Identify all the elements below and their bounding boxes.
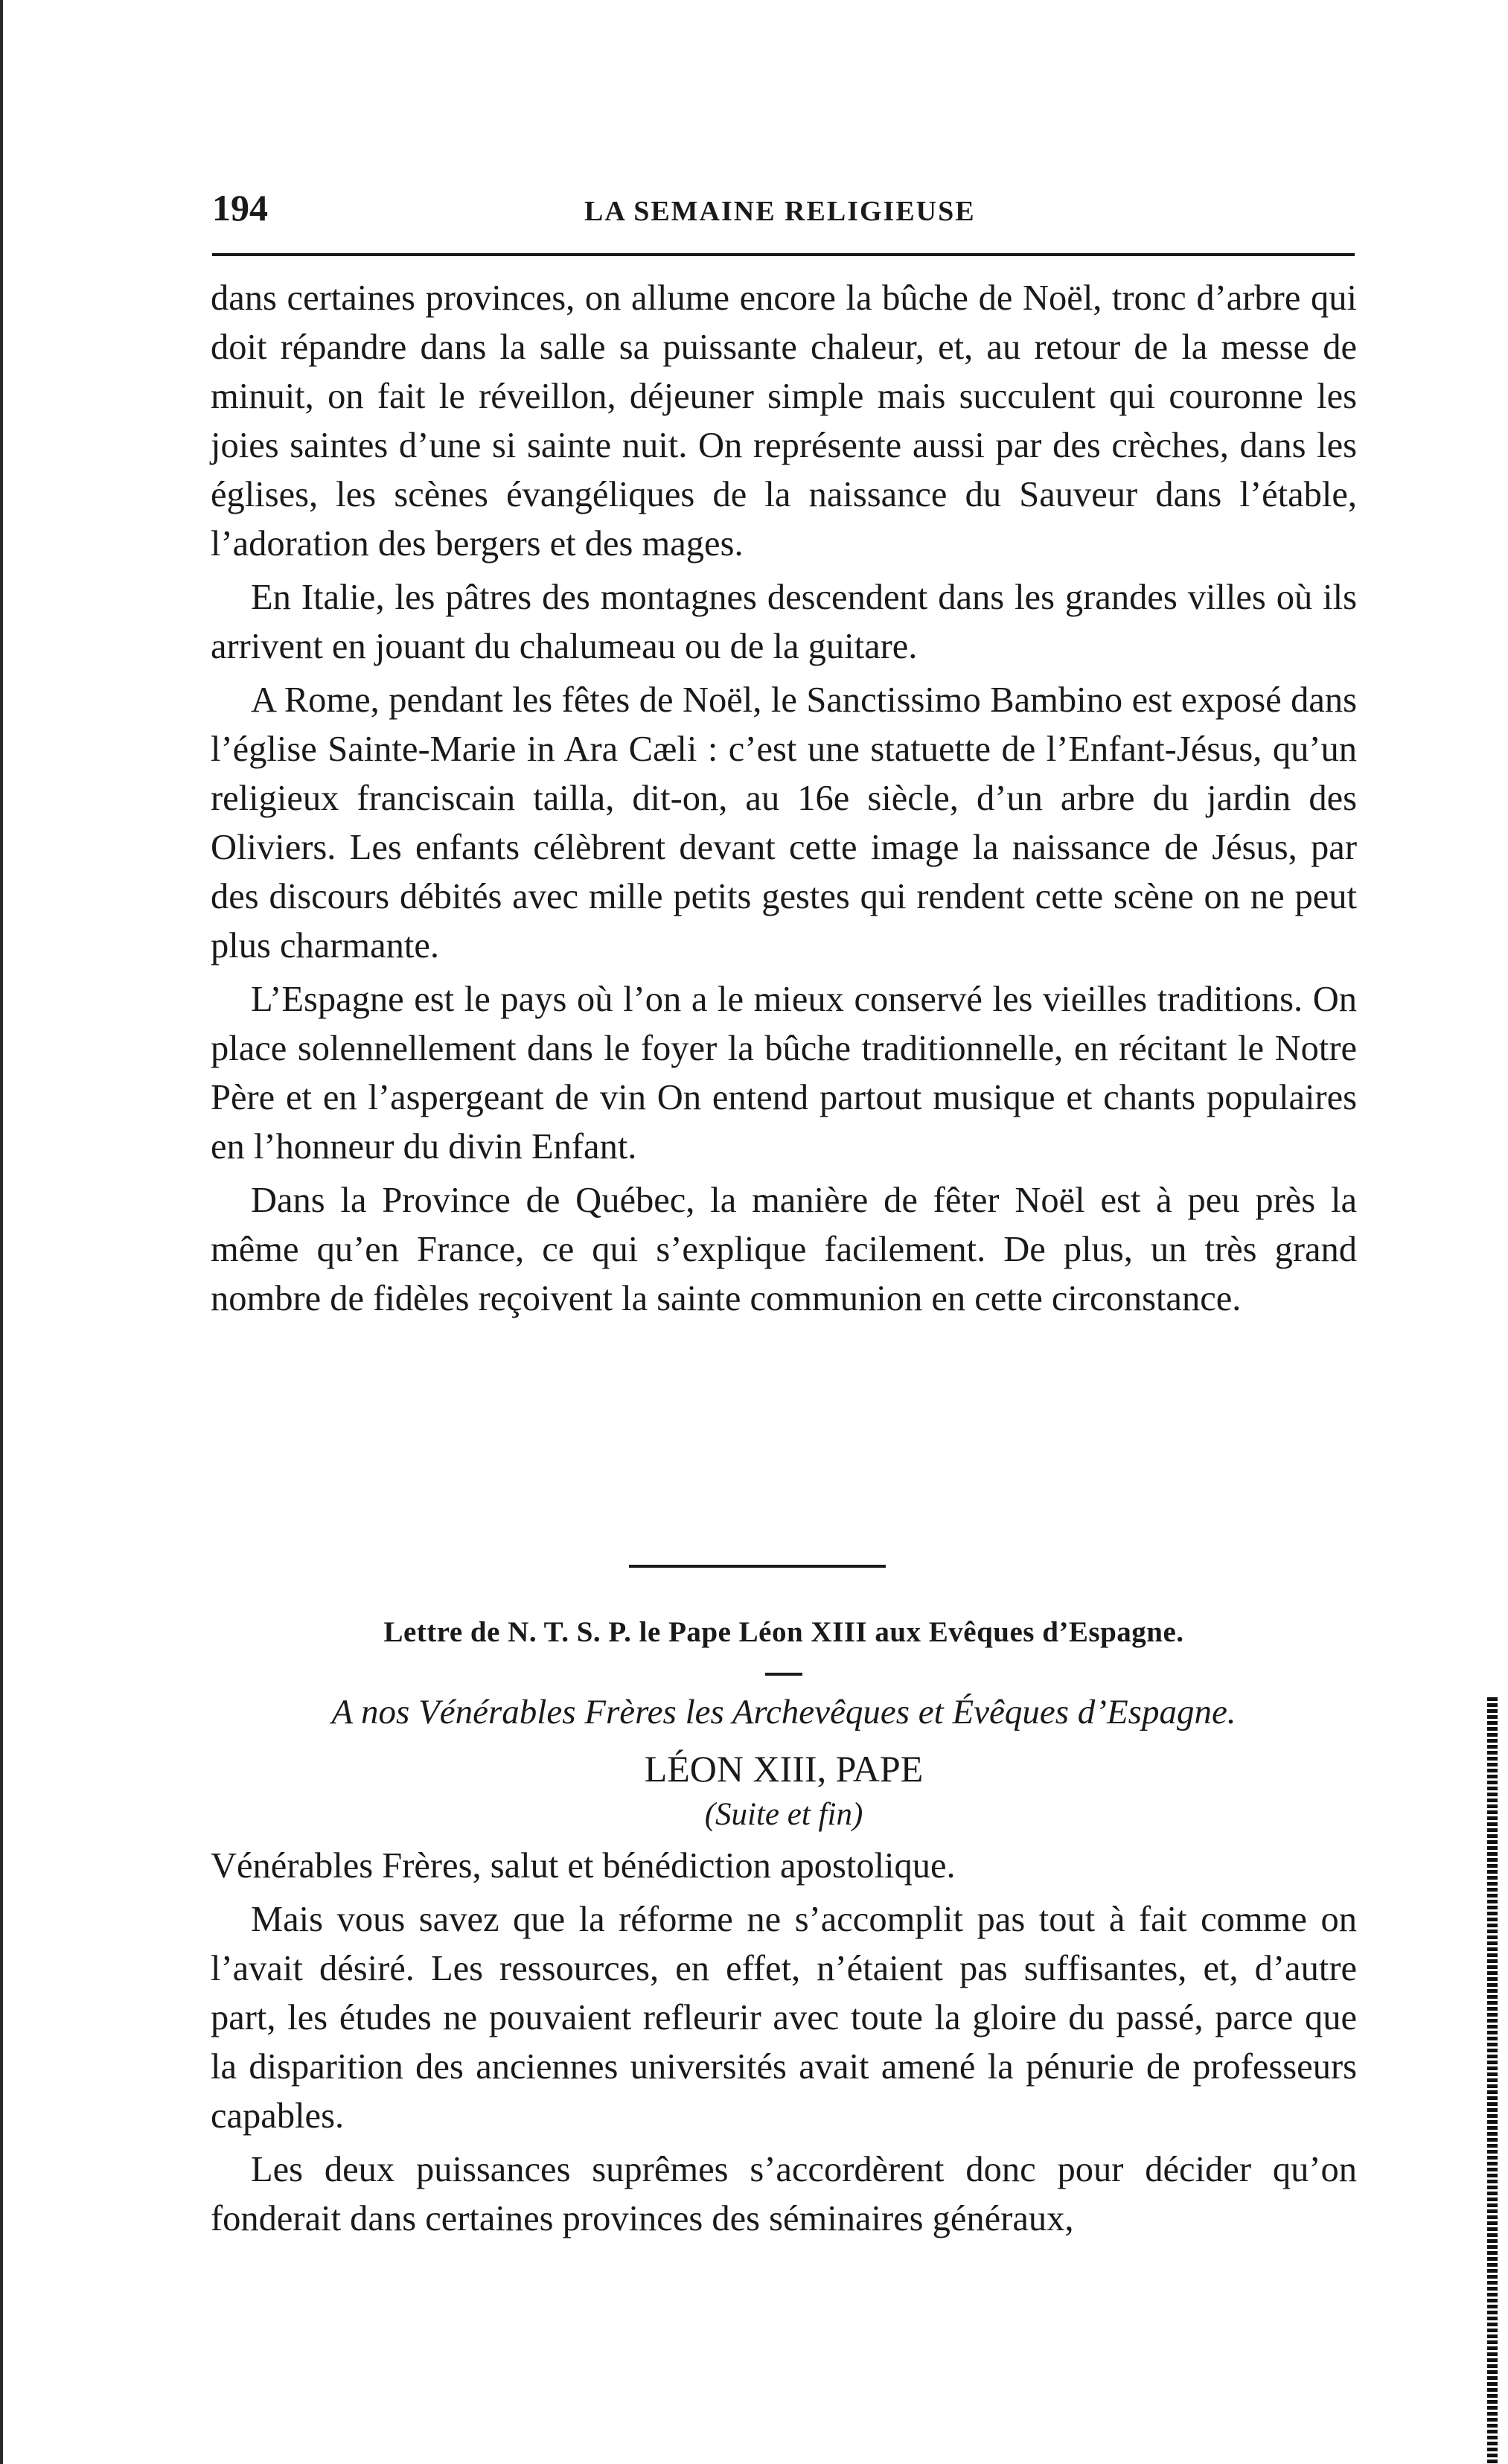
header-rule <box>212 253 1355 256</box>
letter-greeting: Vénérables Frères, salut et bénédiction apostolique. <box>211 1846 956 1886</box>
letter-paragraph: Les deux puissances suprêmes s’accordèrent donc pour décider qu’on fonderait dans certaines provinces des séminaires généraux, <box>211 2150 1357 2238</box>
page-header <box>212 186 1355 238</box>
body-paragraph: En Italie, les pâtres des montagnes descendent dans les grandes villes où ils arrivent en jouant du chalumeau ou de la guitare. <box>211 578 1357 666</box>
section-divider <box>629 1565 886 1568</box>
body-paragraph: Dans la Province de Québec, la manière de fêter Noël est à peu près la même qu’en France, ce qui s’explique facilement. De plus, un très grand nombre de fidèles reçoivent la sainte communion en cette circonstance. <box>211 1181 1357 1318</box>
continuation-note: (Suite et fin) <box>704 1797 863 1832</box>
letter-body <box>211 1842 1357 2244</box>
body-paragraph: dans certaines provinces, on allume encore la bûche de Noël, tronc d’arbre qui doit répandre dans la salle sa puissante chaleur, et, au retour de la messe de minuit, on fait le réveillon, déjeuner simple mais succulent qui couronne les joies saintes d’une si sainte nuit. On représente aussi par des crèches, dans les églises, les scènes évangéliques de la naissance du Sauveur dans l’étable, l’adoration des bergers et des mages. <box>211 278 1357 564</box>
page-number: 194 <box>212 187 268 229</box>
letter-title: Lettre de N. T. S. P. le Pape Léon XIII aux Evêques d’Espagne. <box>383 1616 1184 1648</box>
letter-paragraph: Mais vous savez que la réforme ne s’accomplit pas tout à fait comme on l’avait désiré. Les ressources, en effet, n’étaient pas suffisantes, et, d’autre part, les études ne pouvaient refleurir avec toute la gloire du passé, parce que la disparition des anciennes universités avait amené la pénurie de professeurs capables. <box>211 1900 1357 2136</box>
title-rule <box>765 1673 802 1676</box>
scan-left-border <box>0 0 3 2464</box>
article-body <box>211 274 1357 1328</box>
body-paragraph: A Rome, pendant les fêtes de Noël, le Sanctissimo Bambino est exposé dans l’église Sainte-Marie in Ara Cæli : c’est une statuette de l’Enfant-Jésus, qu’un religieux franciscain tailla, dit-on, au 16e siècle, d’un arbre du jardin des Oliviers. Les enfants célèbrent devant cette image la naissance de Jésus, par des discours débités avec mille petits gestes qui rendent cette scène on ne peut plus charmante. <box>211 680 1357 966</box>
running-head: LA SEMAINE RELIGIEUSE <box>584 196 976 227</box>
letter-signatory: LÉON XIII, PAPE <box>644 1748 924 1790</box>
letter-addressee: A nos Vénérables Frères les Archevêques et Évêques d’Espagne. <box>331 1693 1236 1731</box>
papal-letter <box>211 1615 1357 2248</box>
body-paragraph: L’Espagne est le pays où l’on a le mieux conservé les vieilles traditions. On place solennellement dans le foyer la bûche traditionnelle, en récitant le Notre Père et en l’aspergeant de vin On entend partout musique et chants populaires en l’honneur du divin Enfant. <box>211 980 1357 1166</box>
scan-right-edge-noise <box>1487 1697 1498 2464</box>
